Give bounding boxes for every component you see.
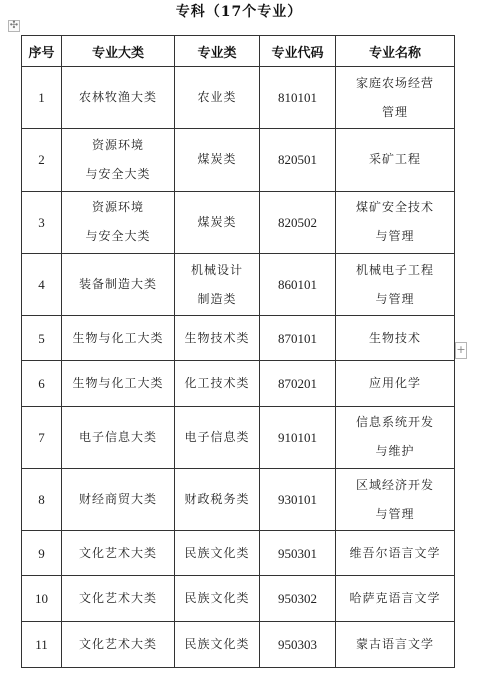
cell-category-line: 资源环境 bbox=[91, 137, 144, 152]
table-row bbox=[22, 468, 455, 530]
cell-index: 8 bbox=[22, 468, 62, 530]
table-header-row bbox=[22, 36, 455, 67]
cell-index: 9 bbox=[22, 531, 62, 576]
cell-code: 870201 bbox=[260, 361, 336, 406]
cell-subcategory bbox=[175, 531, 260, 576]
cell-name bbox=[336, 406, 455, 468]
cell-category bbox=[62, 316, 175, 361]
cell-subcategory bbox=[175, 67, 260, 129]
header-index: 序号 bbox=[22, 36, 62, 67]
cell-subcategory bbox=[175, 361, 260, 406]
cell-name bbox=[336, 621, 455, 667]
table-body bbox=[22, 67, 455, 668]
cell-name-line: 应用化学 bbox=[368, 376, 421, 391]
cell-name-line: 管理 bbox=[381, 104, 408, 119]
cell-subcategory bbox=[175, 576, 260, 621]
cell-category bbox=[62, 576, 175, 621]
cell-index: 10 bbox=[22, 576, 62, 621]
table-row bbox=[22, 406, 455, 468]
cell-name bbox=[336, 531, 455, 576]
cell-category bbox=[62, 253, 175, 315]
cell-subcategory bbox=[175, 468, 260, 530]
cell-category-line: 装备制造大类 bbox=[78, 277, 157, 292]
cell-name-line: 哈萨克语言文学 bbox=[349, 591, 441, 606]
cell-index: 7 bbox=[22, 406, 62, 468]
cell-category bbox=[62, 67, 175, 129]
cell-subcategory-line: 电子信息类 bbox=[184, 429, 250, 444]
cell-name bbox=[336, 67, 455, 129]
cell-category-line: 文化艺术大类 bbox=[78, 545, 157, 560]
cell-subcategory-line: 农业类 bbox=[197, 90, 237, 105]
cell-name-line: 与维护 bbox=[375, 444, 415, 459]
cell-subcategory-line: 制造类 bbox=[197, 291, 237, 306]
cell-category bbox=[62, 361, 175, 406]
cell-subcategory-line: 煤炭类 bbox=[197, 214, 237, 229]
cell-index: 3 bbox=[22, 191, 62, 253]
cell-name-line: 蒙古语言文学 bbox=[355, 636, 434, 651]
cell-name-line: 与管理 bbox=[375, 291, 415, 306]
header-subcategory: 专业类 bbox=[175, 36, 260, 67]
cell-name bbox=[336, 576, 455, 621]
cell-index: 5 bbox=[22, 316, 62, 361]
cell-code: 950302 bbox=[260, 576, 336, 621]
table-row bbox=[22, 361, 455, 406]
move-cross-icon[interactable]: ✣ bbox=[9, 20, 19, 31]
cell-category bbox=[62, 531, 175, 576]
cell-category-line: 生物与化工大类 bbox=[72, 376, 164, 391]
major-table bbox=[21, 35, 455, 668]
cell-name-line: 维吾尔语言文学 bbox=[349, 545, 441, 560]
cell-name-line: 机械电子工程 bbox=[355, 262, 434, 277]
table-row bbox=[22, 253, 455, 315]
cell-index: 6 bbox=[22, 361, 62, 406]
cell-name bbox=[336, 191, 455, 253]
table-row bbox=[22, 621, 455, 667]
cell-subcategory-line: 生物技术类 bbox=[184, 330, 250, 345]
cell-category bbox=[62, 406, 175, 468]
table-row bbox=[22, 576, 455, 621]
cell-subcategory bbox=[175, 191, 260, 253]
cell-name-line: 区域经济开发 bbox=[355, 477, 434, 492]
document-title: 专科（17个专业） bbox=[175, 4, 303, 20]
cell-category-line: 与安全大类 bbox=[85, 166, 151, 181]
cell-category-line: 与安全大类 bbox=[85, 229, 151, 244]
cell-category-line: 文化艺术大类 bbox=[78, 636, 157, 651]
cell-name-line: 生物技术 bbox=[368, 330, 421, 345]
table-row bbox=[22, 316, 455, 361]
cell-category-line: 财经商贸大类 bbox=[78, 492, 157, 507]
cell-subcategory-line: 民族文化类 bbox=[184, 545, 250, 560]
cell-name bbox=[336, 316, 455, 361]
cell-category-line: 农林牧渔大类 bbox=[78, 90, 157, 105]
cell-name-line: 与管理 bbox=[375, 229, 415, 244]
cell-name-line: 煤矿安全技术 bbox=[355, 200, 434, 215]
cell-code: 810101 bbox=[260, 67, 336, 129]
cell-code: 820501 bbox=[260, 129, 336, 191]
cell-subcategory bbox=[175, 129, 260, 191]
cell-category bbox=[62, 468, 175, 530]
cell-subcategory-line: 民族文化类 bbox=[184, 591, 250, 606]
header-name: 专业名称 bbox=[336, 36, 455, 67]
cell-code: 910101 bbox=[260, 406, 336, 468]
cell-subcategory bbox=[175, 253, 260, 315]
cell-index: 1 bbox=[22, 67, 62, 129]
cell-code: 950303 bbox=[260, 621, 336, 667]
cell-index: 11 bbox=[22, 621, 62, 667]
cell-name-line: 家庭农场经营 bbox=[355, 75, 434, 90]
table-row bbox=[22, 67, 455, 129]
cell-name bbox=[336, 253, 455, 315]
cell-category bbox=[62, 191, 175, 253]
cell-name-line: 信息系统开发 bbox=[355, 415, 434, 430]
cell-name bbox=[336, 129, 455, 191]
table-row bbox=[22, 129, 455, 191]
cell-subcategory bbox=[175, 406, 260, 468]
table-row bbox=[22, 531, 455, 576]
cell-category bbox=[62, 129, 175, 191]
cell-code: 930101 bbox=[260, 468, 336, 530]
cell-subcategory-line: 民族文化类 bbox=[184, 636, 250, 651]
cell-name-line: 与管理 bbox=[375, 506, 415, 521]
cell-category-line: 电子信息大类 bbox=[78, 429, 157, 444]
cell-subcategory-line: 财政税务类 bbox=[184, 492, 250, 507]
cell-code: 820502 bbox=[260, 191, 336, 253]
cell-category-line: 资源环境 bbox=[91, 200, 144, 215]
cell-name bbox=[336, 468, 455, 530]
cell-name bbox=[336, 361, 455, 406]
cell-index: 2 bbox=[22, 129, 62, 191]
cell-subcategory-line: 化工技术类 bbox=[184, 376, 250, 391]
cell-category-line: 生物与化工大类 bbox=[72, 330, 164, 345]
cell-subcategory-line: 煤炭类 bbox=[197, 152, 237, 167]
cell-code: 950301 bbox=[260, 531, 336, 576]
header-code: 专业代码 bbox=[260, 36, 336, 67]
header-category: 专业大类 bbox=[62, 36, 175, 67]
table-row bbox=[22, 191, 455, 253]
cell-subcategory-line: 机械设计 bbox=[190, 262, 243, 277]
cell-name-line: 采矿工程 bbox=[368, 152, 421, 167]
cell-category bbox=[62, 621, 175, 667]
cell-code: 870101 bbox=[260, 316, 336, 361]
cell-subcategory bbox=[175, 316, 260, 361]
cell-index: 4 bbox=[22, 253, 62, 315]
cell-category-line: 文化艺术大类 bbox=[78, 591, 157, 606]
cell-subcategory bbox=[175, 621, 260, 667]
cell-code: 860101 bbox=[260, 253, 336, 315]
plus-icon[interactable]: + bbox=[455, 342, 467, 359]
